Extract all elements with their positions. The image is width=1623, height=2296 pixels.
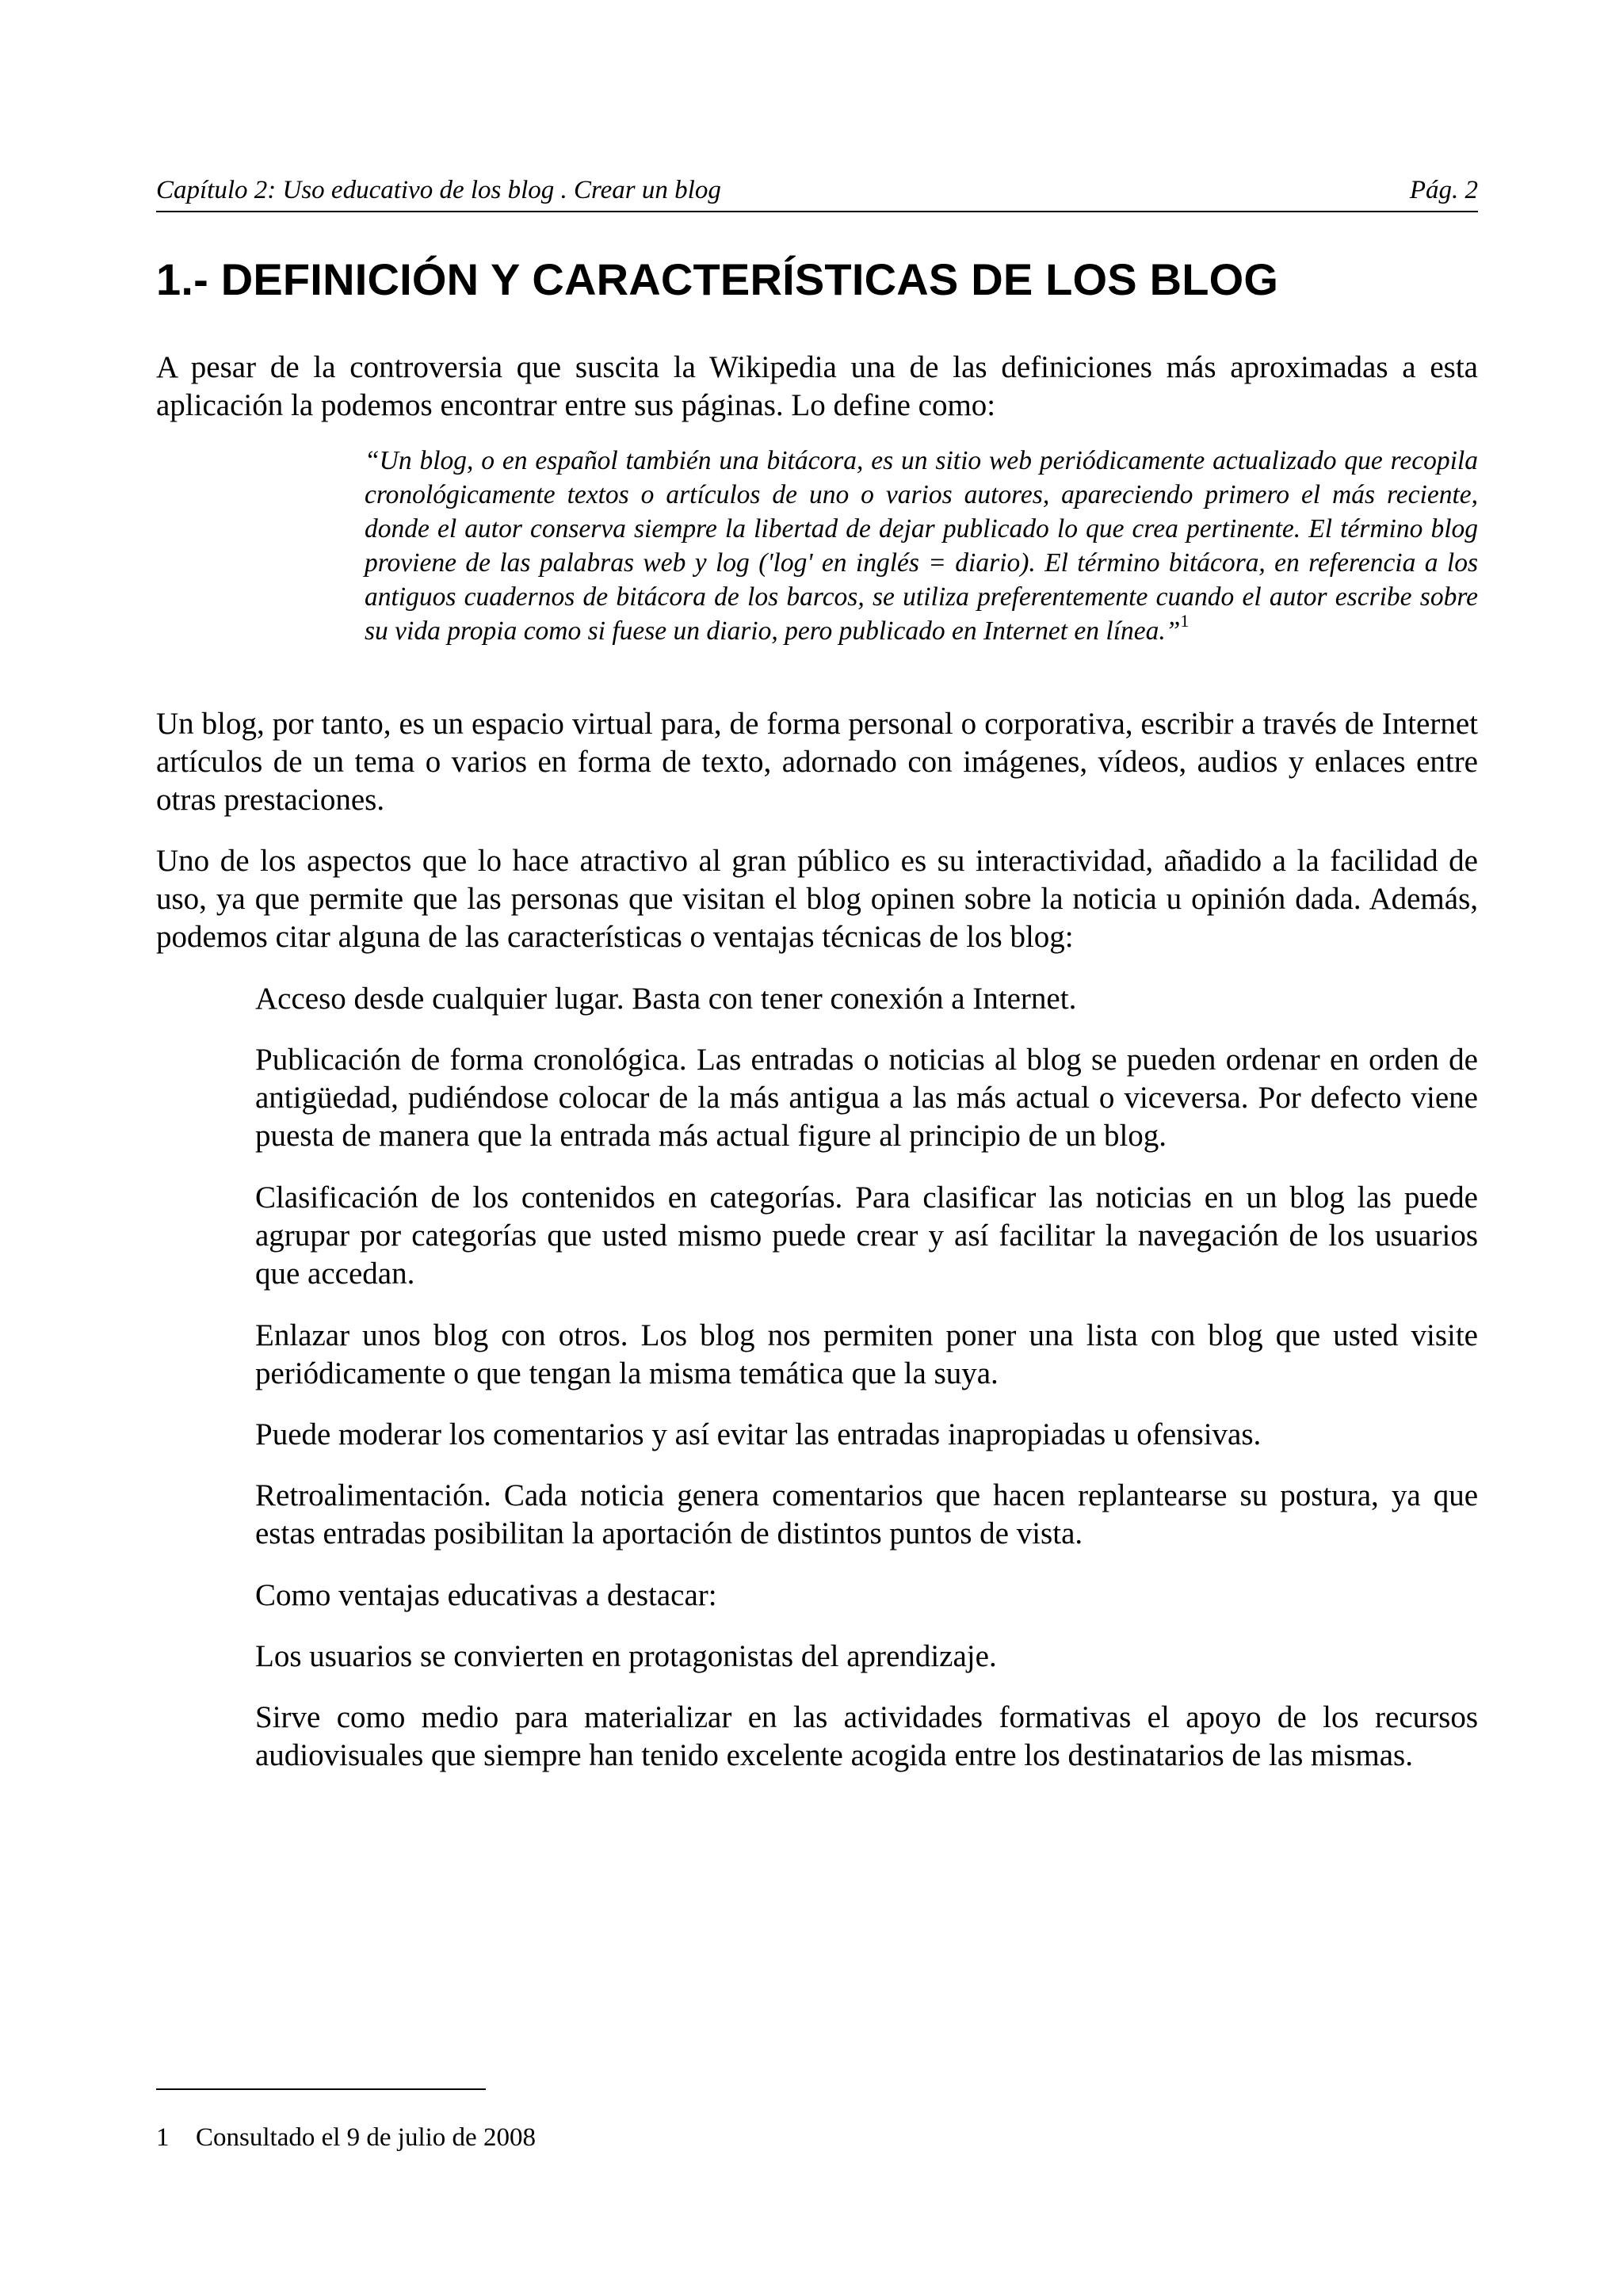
- page-number: Pág. 2: [1409, 176, 1478, 204]
- feature-item: Retroalimentación. Cada noticia genera comentarios que hacen replantearse su postura, ya que estas entradas posibilitan la aportación de distintos puntos de vista.: [255, 1478, 1478, 1550]
- body-paragraph-blog-definition: Un blog, por tanto, es un espacio virtual para, de forma personal o corporativa, escribir a través de Internet artículos de un tema o varios en forma de texto, adornado con imágenes, vídeos, audios y enlaces entre otras prestaciones.: [156, 707, 1478, 817]
- footnote-text: Consultado el 9 de julio de 2008: [196, 2123, 536, 2152]
- educational-item: Los usuarios se convierten en protagonistas del aprendizaje.: [255, 1639, 997, 1673]
- chapter-title: Capítulo 2: Uso educativo de los blog . Crear un blog: [156, 176, 721, 204]
- feature-item: Clasificación de los contenidos en categorías. Para clasificar las noticias en un blog las puede agrupar por categorías que usted mismo puede crear y así facilitar la navegación de los usuarios que accedan.: [255, 1180, 1478, 1291]
- intro-paragraph: A pesar de la controversia que suscita la Wikipedia una de las definiciones más aproximadas a esta aplicación la podemos encontrar entre sus páginas. Lo define como:: [156, 350, 1478, 422]
- feature-item: Publicación de forma cronológica. Las entradas o noticias al blog se pueden ordenar en orden de antigüedad, pudiéndose colocar de la más antigua a las más actual o viceversa. Por defecto viene puesta de manera que la entrada más actual figure al principio de un blog.: [255, 1043, 1478, 1153]
- running-header: [156, 170, 1478, 212]
- feature-item: Puede moderar los comentarios y así evitar las entradas inapropiadas u ofensivas.: [255, 1417, 1262, 1451]
- quote-text: “Un blog, o en español también una bitácora, es un sitio web periódicamente actualizado que recopila cronológicamente textos o artículos de uno o varios autores, apareciendo primero el más reciente, donde el autor conserva siempre la libertad de dejar publicado lo que crea pertinente. El término blog proviene de las palabras web y log ('log' en inglés = diario). El término bitácora, en referencia a los antiguos cuadernos de bitácora de los barcos, se utiliza preferentemente cuando el autor escribe sobre su vida propia como si fuese un diario, pero publicado en Internet en línea.”: [365, 446, 1478, 646]
- footnote-divider: [156, 2088, 486, 2090]
- footnote-ref: 1: [1180, 610, 1190, 631]
- educational-intro: Como ventajas educativas a destacar:: [255, 1578, 717, 1612]
- footnote-number: 1: [156, 2123, 170, 2152]
- feature-item: Acceso desde cualquier lugar. Basta con tener conexión a Internet.: [255, 982, 1077, 1016]
- footnote: [156, 2120, 1478, 2155]
- feature-item: Enlazar unos blog con otros. Los blog nos permiten poner una lista con blog que usted visite periódicamente o que tengan la misma temática que la suya.: [255, 1318, 1478, 1390]
- wikipedia-quote: [365, 444, 1478, 648]
- educational-item: Sirve como medio para materializar en las actividades formativas el apoyo de los recursos audiovisuales que siempre han tenido excelente acogida entre los destinatarios de las mismas.: [255, 1700, 1478, 1772]
- section-title: 1.- DEFINICIÓN Y CARACTERÍSTICAS DE LOS BLOG: [156, 254, 1279, 304]
- body-paragraph-interactivity: Uno de los aspectos que lo hace atractivo al gran público es su interactividad, añadido a la facilidad de uso, ya que permite que las personas que visitan el blog opinen sobre la noticia u opinión dada. Además, podemos citar alguna de las características o ventajas técnicas de los blog:: [156, 844, 1478, 954]
